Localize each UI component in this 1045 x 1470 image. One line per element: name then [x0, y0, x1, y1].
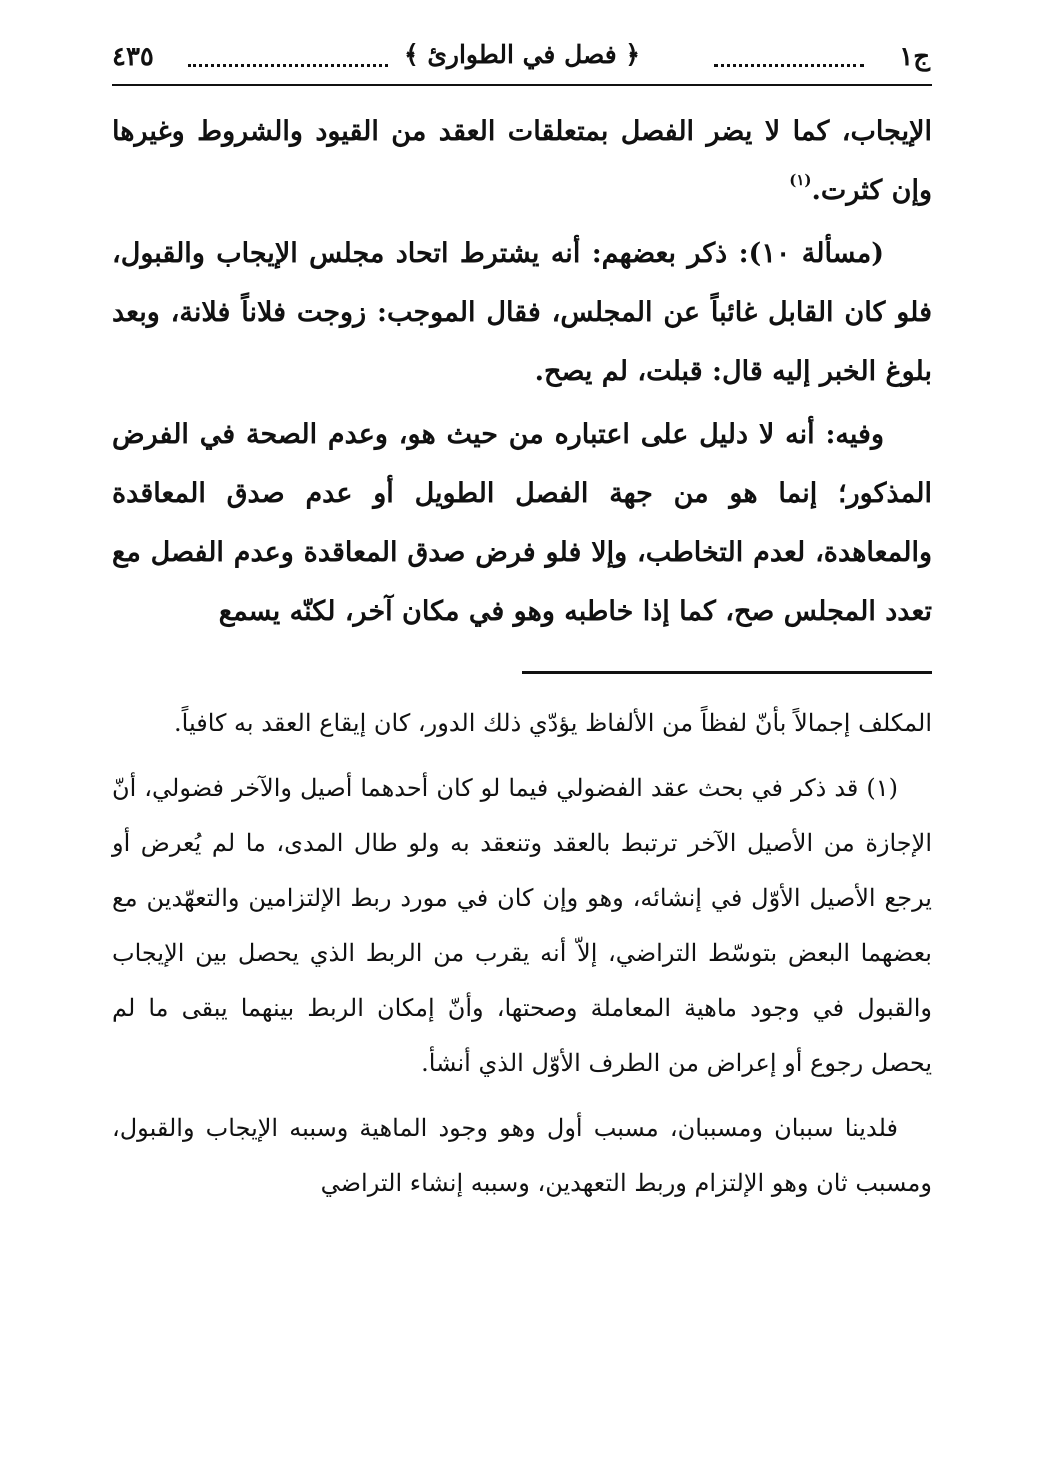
footnotes — [112, 696, 932, 1211]
footnote-1-continuation: فلدينا سببان ومسببان، مسبب أول وهو وجود الماهية وسببه الإيجاب والقبول، ومسبب ثان وهو الإلتزام وربط التعهدين، وسببه إنشاء التراضي — [112, 1114, 932, 1197]
leader-dots-left — [188, 64, 388, 67]
page-number: ٤٣٥ — [112, 42, 154, 72]
paragraph-3: وفيه: أنه لا دليل على اعتباره من حيث هو، وعدم الصحة في الفرض المذكور؛ إنما هو من جهة الفصل الطويل أو عدم صدق المعاقدة والمعاهدة، لعدم التخاطب، وإلا فلو فرض صدق المعاقدة وعدم الفصل مع تعدد المجلس صح، كما إذا خاطبه وهو في مكان آخر، لكنّه يسمع — [112, 419, 932, 627]
footnote-1: (١) قد ذكر في بحث عقد الفضولي فيما لو كان أحدهما أصيل والآخر فضولي، أنّ الإجازة من الأصيل الآخر ترتبط بالعقد وتنعقد به ولو طال المدى، ما لم يُعرض أو يرجع الأصيل الأوّل في إنشائه، وهو وإن كان في مورد ربط الإلتزامين والتعهّدين مع بعضهما البعض بتوسّط التراضي، إلاّ أنه يقرب من الربط الذي يحصل بين الإيجاب والقبول في وجود ماهية المعاملة وصحتها، وأنّ إمكان الربط بينهما يبقى ما لم يحصل رجوع أو إعراض من الطرف الأوّل الذي أنشأ. — [112, 774, 932, 1077]
footnote-ref-1: (١) — [789, 171, 812, 189]
volume-label: ج١ — [899, 42, 930, 72]
paragraph-1 — [112, 102, 932, 220]
paragraph-1-text: الإيجاب، كما لا يضر الفصل بمتعلقات العقد من القيود والشروط وغيرها وإن كثرت. — [112, 116, 932, 206]
footnote-continuation: المكلف إجمالاً بأنّ لفظاً من الألفاظ يؤدّي ذلك الدور، كان إيقاع العقد به كافياً. — [174, 709, 932, 737]
chapter-title: ﴿ فصل في الطوارئ ﴾ — [403, 40, 641, 69]
main-text — [112, 102, 932, 641]
paragraph-2: (مسألة ١٠): ذكر بعضهم: أنه يشترط اتحاد مجلس الإيجاب والقبول، فلو كان القابل غائباً عن المجلس، فقال الموجب: زوجت فلاناً فلانة، وبعد بلوغ الخبر إليه قال: قبلت، لم يصح. — [112, 238, 932, 387]
book-page — [112, 34, 932, 1454]
running-header — [112, 34, 932, 86]
footnote-separator — [522, 671, 932, 674]
